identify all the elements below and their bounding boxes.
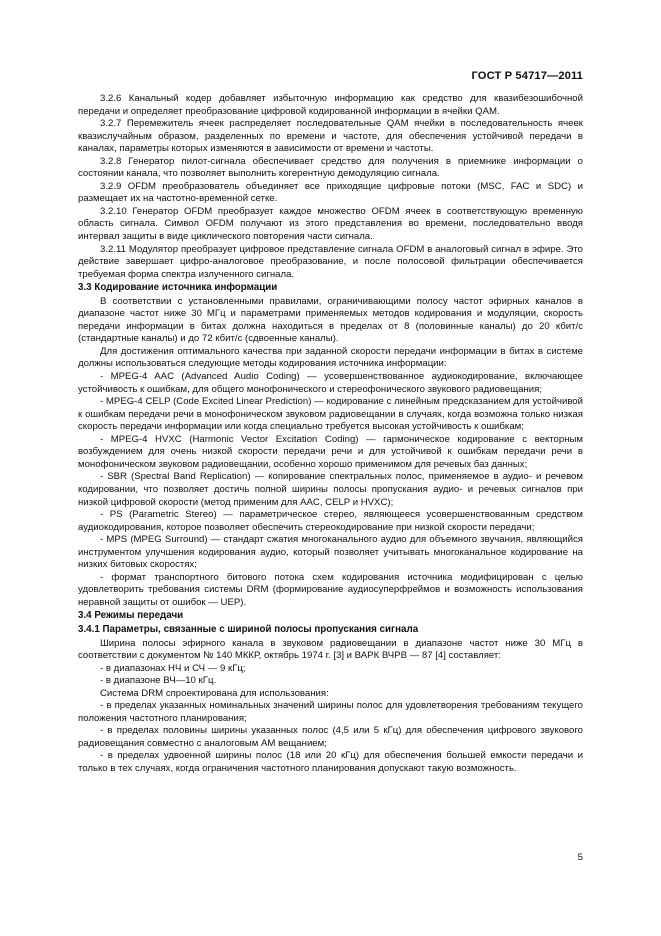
- section-heading-3-3: 3.3 Кодирование источника информации: [78, 282, 278, 294]
- list-item: - PS (Parametric Stereo) — параметрическое стерео, являющееся усовершенствованным средством аудиокодирования, которое позволяет обеспечить стереокодирование при низкой скорости передачи;: [78, 509, 583, 533]
- paragraph-3-2-8: 3.2.8 Генератор пилот-сигнала обеспечивает средство для получения в приемнике информации о состоянии канала, что позволяет выполнить когерентную демодуляцию сигнала.: [78, 155, 583, 180]
- section-heading-3-4: 3.4 Режимы передачи: [78, 610, 184, 622]
- paragraph: Для достижения оптимального качества при заданной скорости передачи информации в битах в системе должны использоваться следующие методы кодирования источника информации:: [78, 345, 583, 370]
- list-item: - в пределах указанных номинальных значений ширины полос для удовлетворения требованиям текущего положения частотного планирования;: [78, 700, 583, 724]
- list-item: - SBR (Spectral Band Replication) — копирование спектральных полос, применяемое в аудио- и речевом кодировании, что позволяет достичь полной ширины полосы пропускания аудио- и речевых сигналов при низкой цифровой скорости (метод применим для AAC, CELP и HVXC);: [78, 471, 583, 508]
- list-item: - в диапазоне ВЧ—10 кГц.: [100, 675, 217, 687]
- paragraph-3-2-7: 3.2.7 Перемежитель ячеек распределяет последовательные QAM ячейки в последовательность ячеек квазислучайным образом, разделенных по времени и частоте, для обеспечения устойчивой передачи в каналах, параметры которых изменяются в зависимости от времени и частоты.: [78, 118, 583, 155]
- list-item: - в пределах половины ширины указанных полос (4,5 или 5 кГц) для обеспечения цифрового звукового радиовещания совместно с аналоговым АМ вещанием;: [78, 725, 583, 749]
- standard-number: ГОСТ Р 54717—2011: [471, 70, 583, 82]
- list-item: - MPEG-4 CELP (Code Excited Linear Prediction) — кодирование с линейным предсказанием для устойчивой к ошибкам передачи речи в монофоническом звуковом радиовещании в случаях, когда возможна только низкая скорость передачи информации или когда специально требуется высокая устойчивость к ошибкам;: [78, 396, 583, 433]
- paragraph-3-2-6: 3.2.6 Канальный кодер добавляет избыточную информацию как средство для квазибезошибочной передачи и определяет преобразование цифровой кодированной информации в ячейки QAM.: [78, 93, 583, 117]
- paragraph-3-2-11: 3.2.11 Модулятор преобразует цифровое представление сигнала OFDM в аналоговый сигнал в эфире. Это действие завершает цифро-аналоговое преобразование, и после полосовой фильтрации обеспечивается требуемая форма спектра излученного сигнала.: [78, 243, 583, 280]
- paragraph: В соответствии с установленными правилами, ограничивающими полосу частот эфирных каналов в диапазоне частот ниже 30 МГц и параметрами применяемых методов кодирования и модуляции, скорость передачи информации в битах должна находиться в пределах от 8 (половинные каналы) до 20 кбит/с (стандартные каналы) и до 72 кбит/с (сдвоенные каналы).: [78, 295, 583, 345]
- document-body: [78, 93, 583, 776]
- list-item: - в диапазонах НЧ и СЧ — 9 кГц;: [100, 662, 246, 674]
- list-item: - MPEG-4 AAC (Advanced Audio Coding) — усовершенствованное аудиокодирование, включающее устойчивость к ошибкам, для общего монофонического и стереофонического звукового радиовещания;: [78, 371, 583, 395]
- list-item: - MPEG-4 HVXC (Harmonic Vector Excitation Coding) — гармоническое кодирование с векторным возбуждением для очень низкой скорости передачи речи и для устойчивой к ошибкам передачи речи в монофоническом звуковом радиовещании, особенно хорошо применимом для речевых баз данных;: [78, 433, 583, 470]
- page-number: 5: [577, 852, 583, 863]
- list-item: - MPS (MPEG Surround) — стандарт сжатия многоканального аудио для объемного звучания, являющийся инструментом улучшения кодирования аудио, который позволяет учитывать многоканальное кодирование на низких битовых скоростях;: [78, 534, 583, 571]
- section-heading-3-4-1: 3.4.1 Параметры, связанные с шириной полосы пропускания сигнала: [78, 623, 419, 635]
- paragraph-3-2-9: 3.2.9 OFDM преобразователь объединяет все приходящие цифровые потоки (MSC, FAC и SDC) и размещает их на частотно-временной сетке.: [78, 180, 583, 205]
- paragraph: Ширина полосы эфирного канала в звуковом радиовещании в диапазоне частот ниже 30 МГц в соответствии с документом № 140 МККР, октябрь 1974 г. [3] и ВАРК ВЧРВ — 87 [4] составляет:: [78, 637, 583, 662]
- list-item: - формат транспортного битового потока схем кодирования источника модифицирован с целью удовлетворить требования системы DRM (формирование аудиосуперфреймов и возможность использования неравной защиты от ошибок — UEP).: [78, 571, 583, 608]
- list-item: - в пределах удвоенной ширины полос (18 или 20 кГц) для обеспечения большей емкости передачи и только в тех случаях, когда ограничения частотного планирования допускают такую возможность.: [78, 750, 583, 774]
- paragraph: Система DRM спроектирована для использования:: [100, 687, 329, 699]
- paragraph-3-2-10: 3.2.10 Генератор OFDM преобразует каждое множество OFDM ячеек в соответствующую временную область сигнала. Символ OFDM получают из этого представления во времени, последовательно вводя интервал защиты в виде циклического повторения части сигнала.: [78, 205, 583, 243]
